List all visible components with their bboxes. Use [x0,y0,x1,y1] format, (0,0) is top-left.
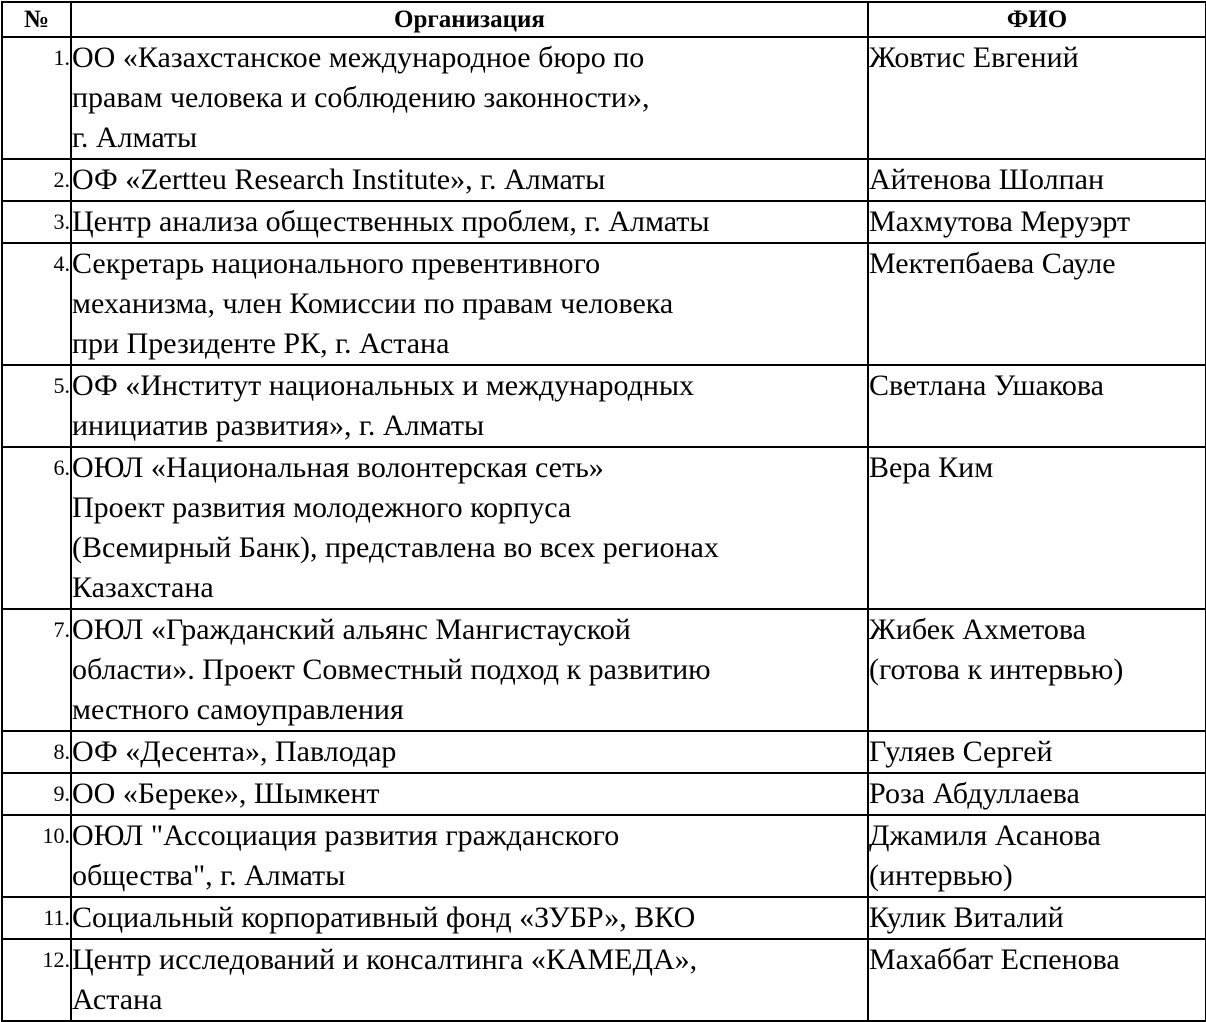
organization-line: Секретарь национального превентивного [72,247,601,280]
row-number: 11. [2,897,71,939]
organization-line: ОФ «Десента», Павлодар [72,735,397,768]
organization-cell [71,773,868,815]
fio-cell [868,37,1206,159]
fio-line: (интервью) [869,859,1013,892]
row-number: 4. [2,243,71,365]
table-body [2,37,1206,1021]
organization-line: Астана [72,983,163,1016]
row-number: 10. [2,815,71,897]
organization-line: Центр исследований и консалтинга «КАМЕДА», [72,943,698,976]
organization-cell [71,815,868,897]
row-number: 12. [2,939,71,1021]
fio-cell [868,159,1206,201]
fio-cell [868,815,1206,897]
organization-cell [71,201,868,243]
fio-cell [868,365,1206,447]
fio-cell [868,243,1206,365]
fio-line: Вера Ким [869,451,994,484]
table-row [2,897,1206,939]
table-row [2,609,1206,731]
organization-line: правам человека и соблюдению законности», [72,81,650,114]
organization-cell [71,447,868,609]
fio-line: Джамиля Асанова [869,819,1101,852]
fio-line: Гуляев Сергей [869,735,1053,768]
table-row [2,37,1206,159]
organization-cell [71,609,868,731]
organization-line: (Всемирный Банк), представлена во всех регионах [72,531,719,564]
organization-line: ОФ «Институт национальных и международных [72,369,695,402]
table-header-row [2,2,1206,37]
fio-cell [868,609,1206,731]
organization-line: области». Проект Совместный подход к развитию [72,653,711,686]
table-row [2,773,1206,815]
fio-line: Махмутова Меруэрт [869,205,1131,238]
fio-line: (готова к интервью) [869,653,1124,686]
organization-line: Казахстана [72,571,214,604]
fio-line: Роза Абдуллаева [869,777,1080,810]
organization-line: местного самоуправления [72,693,404,726]
fio-cell [868,897,1206,939]
organization-cell [71,37,868,159]
organization-cell [71,365,868,447]
organization-line: г. Алматы [72,121,198,154]
organization-cell [71,731,868,773]
organizations-table [1,1,1206,1022]
fio-line: Айтенова Шолпан [869,163,1105,196]
row-number: 5. [2,365,71,447]
organization-line: механизма, член Комиссии по правам человека [72,287,674,320]
table-row [2,731,1206,773]
organization-cell [71,897,868,939]
header-fio: ФИО [868,2,1206,37]
fio-line: Жовтис Евгений [869,41,1079,74]
row-number: 7. [2,609,71,731]
organization-line: ОФ «Zertteu Research Institute», г. Алматы [72,163,606,196]
table-row [2,243,1206,365]
row-number: 2. [2,159,71,201]
fio-line: Жибек Ахметова [869,613,1086,646]
organization-cell [71,159,868,201]
row-number: 3. [2,201,71,243]
table-row [2,201,1206,243]
fio-cell [868,447,1206,609]
row-number: 6. [2,447,71,609]
table-row [2,939,1206,1021]
organization-cell [71,243,868,365]
organization-line: ОО «Казахстанское международное бюро по [72,41,645,74]
organization-line: при Президенте РК, г. Астана [72,327,450,360]
row-number: 9. [2,773,71,815]
organization-line: ОО «Береке», Шымкент [72,777,380,810]
organization-cell [71,939,868,1021]
fio-line: Светлана Ушакова [869,369,1104,402]
row-number: 8. [2,731,71,773]
header-num: № [2,2,71,37]
fio-line: Мектепбаева Сауле [869,247,1116,280]
fio-cell [868,731,1206,773]
fio-line: Кулик Виталий [869,901,1064,934]
organization-line: ОЮЛ «Гражданский альянс Мангистауской [72,613,631,646]
organization-line: Центр анализа общественных проблем, г. Алматы [72,205,710,238]
header-organization: Организация [71,2,868,37]
fio-cell [868,773,1206,815]
fio-cell [868,939,1206,1021]
organization-line: Социальный корпоративный фонд «ЗУБР», ВКО [72,901,696,934]
organization-line: общества", г. Алматы [72,859,346,892]
row-number: 1. [2,37,71,159]
fio-line: Махаббат Еспенова [869,943,1120,976]
table-row [2,815,1206,897]
organization-line: инициатив развития», г. Алматы [72,409,485,442]
table-row [2,447,1206,609]
organization-line: ОЮЛ «Национальная волонтерская сеть» [72,451,604,484]
organization-line: Проект развития молодежного корпуса [72,491,572,524]
table-row [2,365,1206,447]
fio-cell [868,201,1206,243]
table-row [2,159,1206,201]
organization-line: ОЮЛ "Ассоциация развития гражданского [72,819,620,852]
